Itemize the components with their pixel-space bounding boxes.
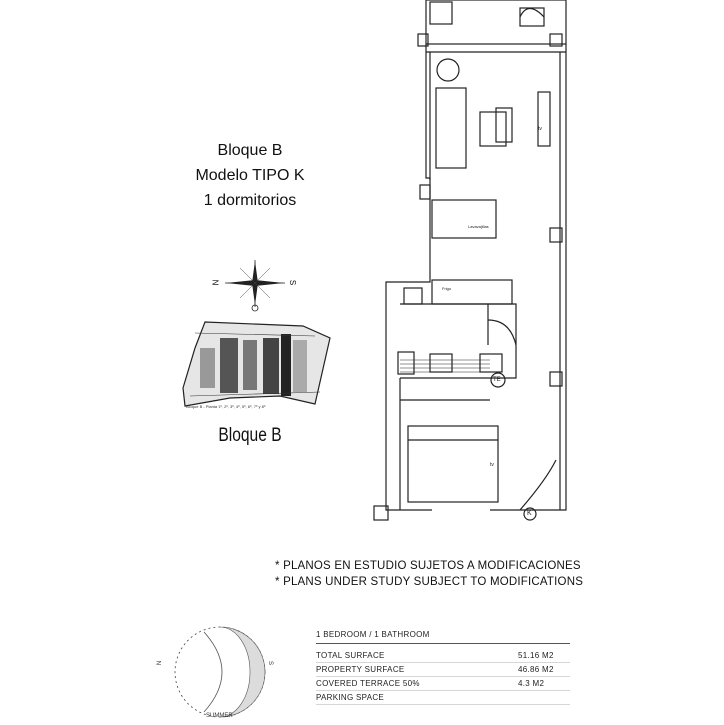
tv-label-bedroom: tv bbox=[490, 462, 494, 468]
table-row bbox=[316, 663, 570, 677]
row-label: TOTAL SURFACE bbox=[316, 651, 385, 660]
row-label: PROPERTY SURFACE bbox=[316, 665, 405, 674]
bedroom-count: 1 dormitorios bbox=[203, 192, 297, 209]
table-row bbox=[316, 677, 570, 691]
te-label: TE bbox=[493, 377, 501, 383]
compass-s: S bbox=[288, 279, 298, 286]
surface-table bbox=[316, 630, 570, 705]
keyplan-title: Bloque B bbox=[218, 425, 282, 446]
title-block bbox=[150, 138, 350, 213]
row-value: 51.16 M2 bbox=[518, 651, 554, 660]
row-value: 4.3 M2 bbox=[518, 679, 545, 688]
tv-label-living: tv bbox=[538, 126, 542, 132]
note-spanish: * PLANOS EN ESTUDIO SUJETOS A MODIFICACIONES bbox=[275, 560, 581, 572]
compass-rose-icon bbox=[210, 255, 300, 315]
note-english: * PLANS UNDER STUDY SUBJECT TO MODIFICATIONS bbox=[275, 576, 584, 588]
disclaimer-notes bbox=[275, 558, 595, 590]
table-row bbox=[316, 691, 570, 705]
row-label: COVERED TERRACE 50% bbox=[316, 679, 420, 688]
key-plan bbox=[175, 318, 335, 410]
sun-path-chart bbox=[150, 610, 290, 720]
sun-n: N bbox=[157, 660, 164, 666]
table-header: 1 BEDROOM / 1 BATHROOM bbox=[316, 630, 570, 644]
building-keyplan-icon bbox=[175, 318, 335, 410]
floor-plan-drawing bbox=[370, 0, 580, 530]
block-name: Bloque B bbox=[217, 142, 283, 159]
unit-letter: K bbox=[527, 510, 532, 517]
row-value: 46.86 M2 bbox=[518, 665, 554, 674]
compass bbox=[210, 255, 300, 315]
row-label: PARKING SPACE bbox=[316, 693, 385, 702]
floor-plan bbox=[370, 0, 580, 530]
sun-s: S bbox=[267, 660, 274, 666]
table-row bbox=[316, 649, 570, 663]
dishwasher-label: Lavavajillas bbox=[468, 224, 489, 229]
keyplan-caption: Bloque B - Planta 1º, 2º, 3º, 4º, 5º, 6º, 7º y 8º bbox=[186, 404, 266, 409]
sun-summer: SUMMER bbox=[206, 713, 233, 719]
fridge-label: Frigo bbox=[442, 286, 452, 291]
compass-n: N bbox=[211, 279, 221, 286]
model-name: Modelo TIPO K bbox=[195, 167, 305, 184]
